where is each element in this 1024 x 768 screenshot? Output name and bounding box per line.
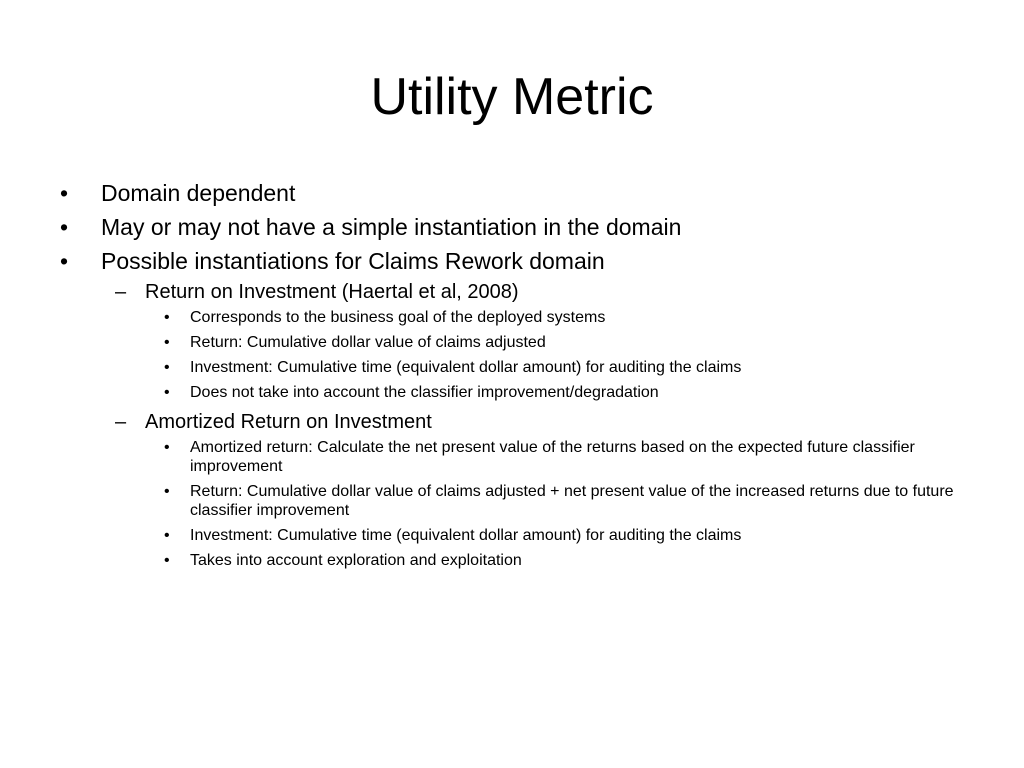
detail-item xyxy=(60,383,960,402)
detail-list xyxy=(145,438,960,570)
sub-list xyxy=(101,278,960,570)
detail-text: Return: Cumulative dollar value of claims adjusted + net present value of the increased returns due to future classifier improvement xyxy=(190,483,954,519)
bullet-item xyxy=(60,246,960,570)
sub-item xyxy=(60,278,960,402)
detail-item xyxy=(60,438,960,476)
bullet-icon: • xyxy=(164,309,170,326)
detail-list xyxy=(145,308,960,402)
bullet-text: Possible instantiations for Claims Rework domain xyxy=(101,248,605,274)
bullet-icon: • xyxy=(164,527,170,544)
detail-text: Return: Cumulative dollar value of claims adjusted xyxy=(190,334,546,351)
sub-item xyxy=(60,408,960,570)
detail-text: Investment: Cumulative time (equivalent dollar amount) for auditing the claims xyxy=(190,359,742,376)
sub-item-text: Amortized Return on Investment xyxy=(145,411,432,433)
detail-text: Amortized return: Calculate the net present value of the returns based on the expected future classifier improvement xyxy=(190,439,915,475)
detail-item xyxy=(60,308,960,327)
detail-text: Corresponds to the business goal of the deployed systems xyxy=(190,309,606,326)
bullet-text: May or may not have a simple instantiation in the domain xyxy=(101,214,682,240)
bullet-icon: • xyxy=(164,483,170,500)
bullet-icon: • xyxy=(164,334,170,351)
dash-icon: – xyxy=(115,281,127,303)
detail-item xyxy=(60,358,960,377)
bullet-item xyxy=(60,178,960,208)
bullet-icon: • xyxy=(164,439,170,456)
bullet-icon: • xyxy=(60,180,69,206)
sub-item-text: Return on Investment (Haertal et al, 2008) xyxy=(145,281,519,303)
bullet-icon: • xyxy=(60,248,69,274)
bullet-item xyxy=(60,212,960,242)
detail-item xyxy=(60,333,960,352)
bullet-text: Domain dependent xyxy=(101,180,296,206)
detail-item xyxy=(60,526,960,545)
detail-item xyxy=(60,551,960,570)
dash-icon: – xyxy=(115,411,127,433)
detail-text: Investment: Cumulative time (equivalent dollar amount) for auditing the claims xyxy=(190,527,742,544)
bullet-icon: • xyxy=(60,214,69,240)
bullet-icon: • xyxy=(164,552,170,569)
bullet-list xyxy=(60,178,960,576)
detail-item xyxy=(60,482,960,520)
bullet-icon: • xyxy=(164,384,170,401)
detail-text: Takes into account exploration and exploitation xyxy=(190,552,522,569)
bullet-icon: • xyxy=(164,359,170,376)
slide-title: Utility Metric xyxy=(370,68,654,126)
detail-text: Does not take into account the classifier improvement/degradation xyxy=(190,384,659,401)
